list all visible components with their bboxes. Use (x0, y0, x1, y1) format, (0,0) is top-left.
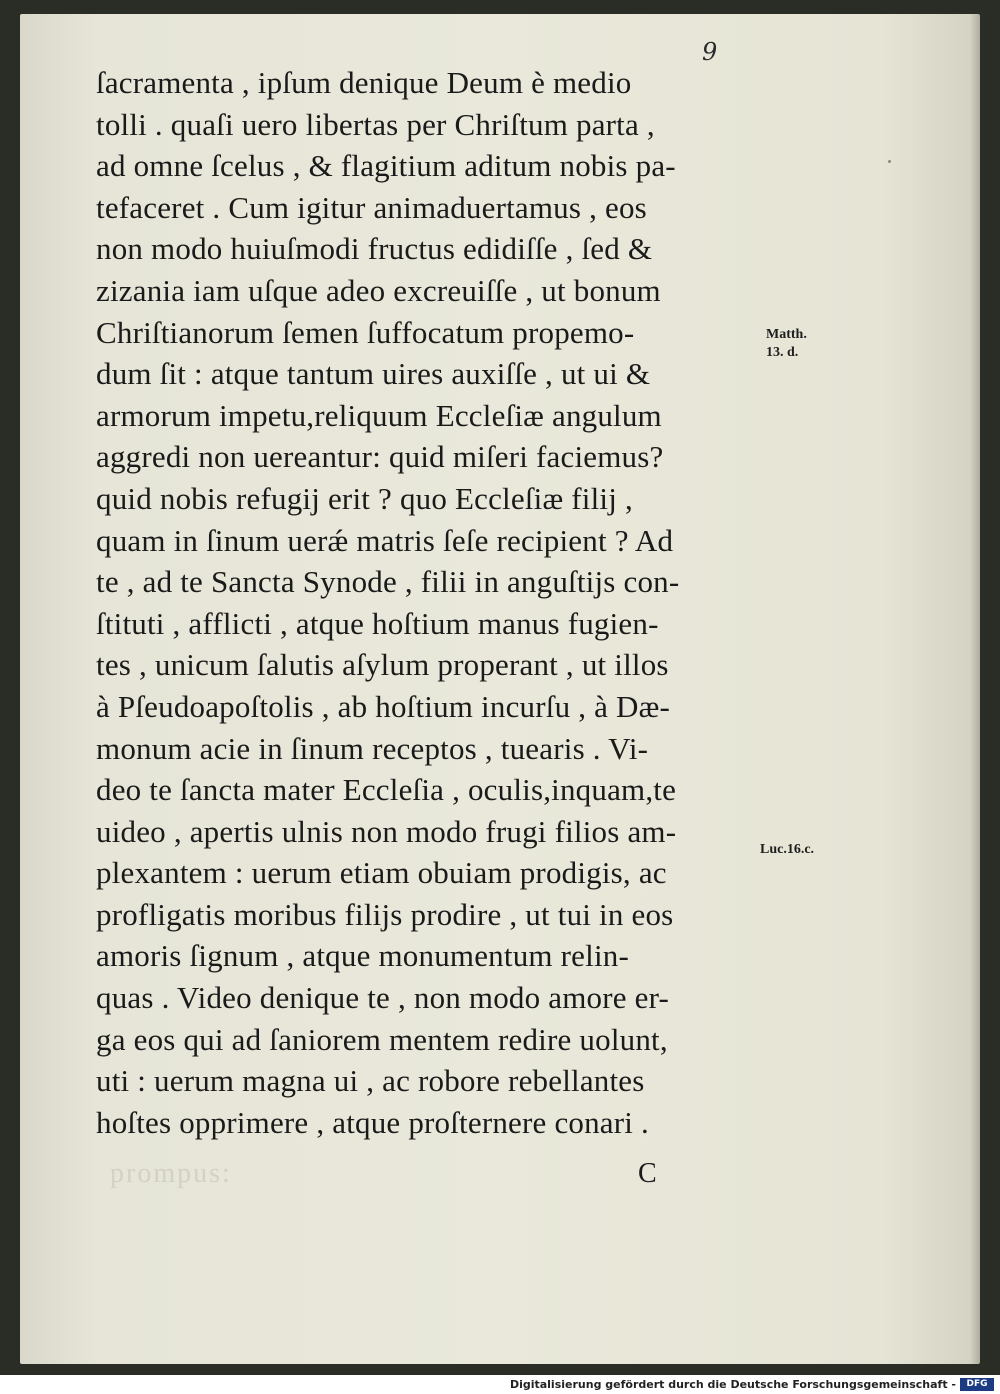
margin-note-line: Luc.16.c. (760, 842, 815, 857)
text-line: ſacramenta , ipſum denique Deum è medio (96, 65, 632, 100)
margin-note-matthew (766, 326, 807, 362)
text-line: tolli . quaſi uero libertas per Chriſtum parta , (96, 106, 655, 142)
footer-bar (0, 1375, 1000, 1394)
page-number: 9 (702, 38, 718, 66)
text-line: hoſtes opprimere , atque proſternere conari . (96, 1104, 649, 1140)
funding-credit: Digitalisierung gefördert durch die Deutsche Forschungsgemeinschaft - (509, 1378, 956, 1391)
text-line: te , ad te Sancta Synode , filii in anguſtijs con- (96, 564, 680, 600)
text-line: uideo , apertis ulnis non modo frugi filios am- (96, 813, 677, 849)
text-line: ad omne ſcelus , & flagitium aditum nobis pa- (96, 148, 676, 184)
text-line: quam in ſinum uerǽ matris ſeſe recipient ? Ad (96, 522, 674, 558)
text-line: zizania iam uſque adeo excreuiſſe , ut bonum (96, 272, 661, 308)
text-line: Chriſtianorum ſemen ſuffocatum propemo- (96, 314, 635, 350)
text-line: ſtituti , afflicti , atque hoſtium manus fugien- (96, 605, 659, 641)
text-line: dum ſit : atque tantum uires auxiſſe , ut ui & (96, 356, 651, 392)
text-line: non modo huiuſmodi fructus edidiſſe , ſed & (96, 231, 653, 267)
text-line: aggredi non uereantur: quid miſeri faciemus? (96, 439, 664, 475)
text-line: deo te ſancta mater Eccleſia , oculis,inquam,te (96, 772, 677, 808)
signature-mark: C (638, 1158, 657, 1189)
text-line: à Pſeudoapoſtolis , ab hoſtium incurſu , à Dæ- (96, 688, 671, 724)
faded-catchword: prompus: (110, 1158, 232, 1189)
text-line: quas . Video denique te , non modo amore er- (96, 980, 670, 1016)
text-line: tes , unicum ſalutis aſylum properant , ut illos (96, 647, 669, 683)
text-line: amoris ſignum , atque monumentum relin- (96, 938, 629, 974)
text-line: profligatis moribus filijs prodire , ut tui in eos (96, 896, 674, 932)
text-line: tefaceret . Cum igitur animaduertamus , eos (96, 189, 647, 225)
margin-note-line: 13. d. (766, 345, 799, 360)
dfg-logo-icon: DFG (960, 1378, 994, 1391)
main-text-block (96, 62, 776, 1143)
page-edge-shadow (970, 14, 980, 1364)
text-line: ga eos qui ad ſaniorem mentem redire uolunt, (96, 1021, 668, 1057)
text-line: monum acie in ſinum receptos , tuearis . Vi- (96, 730, 649, 766)
text-line: plexantem : uerum etiam obuiam prodigis, ac (96, 855, 667, 891)
paper-speck (888, 160, 891, 163)
text-line: uti : uerum magna ui , ac robore rebellantes (96, 1063, 645, 1099)
text-line: armorum impetu,reliquum Eccleſiæ angulum (96, 397, 662, 433)
margin-note-luke (760, 841, 814, 859)
margin-note-line: Matth. (766, 327, 807, 342)
text-line: quid nobis refugij erit ? quo Eccleſiæ filij , (96, 480, 633, 516)
